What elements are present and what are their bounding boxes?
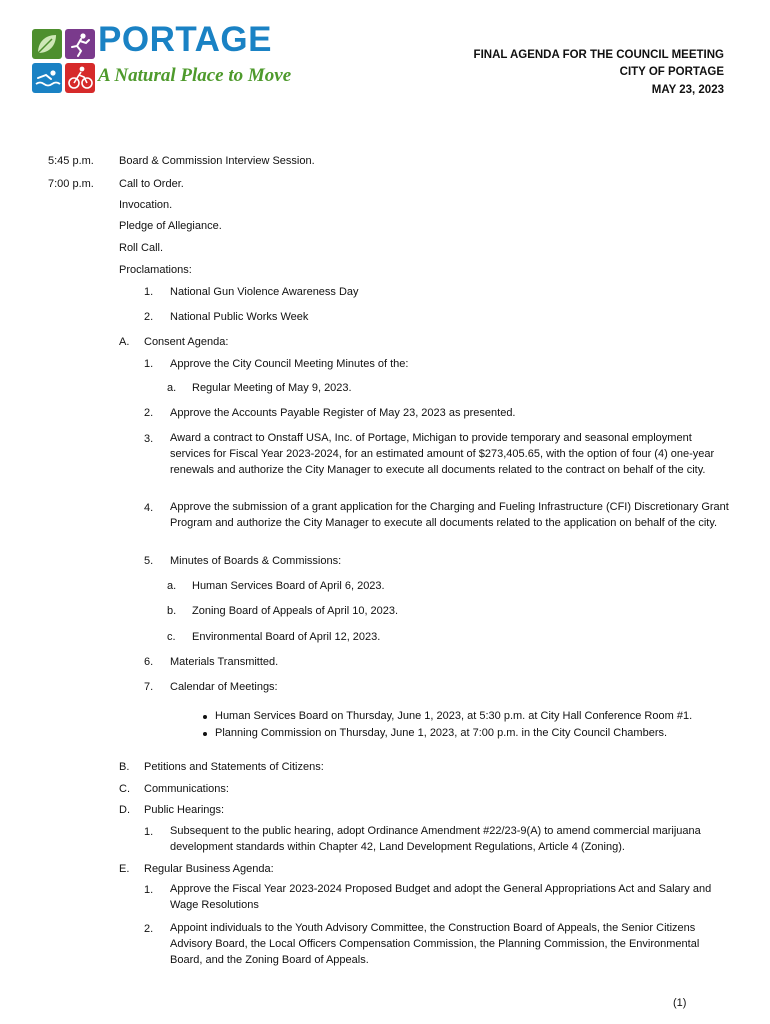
- list-number: 1.: [144, 884, 154, 896]
- section-title: Public Hearings:: [144, 804, 225, 816]
- section-letter: D.: [119, 804, 130, 816]
- list-item: Approve the submission of a grant application for the Charging and Fueling Infrastructure (CFI) Discretionary Grant Program and authorize the City Manager to execute all documents related to the application on behalf of the city.: [170, 501, 729, 529]
- list-number: 1.: [144, 826, 154, 838]
- list-number: 2.: [144, 407, 154, 419]
- list-item: Approve the Fiscal Year 2023-2024 Proposed Budget and adopt the General Appropriations Act and Salary and Wage Resolutions: [170, 883, 712, 911]
- invocation: Invocation.: [119, 199, 173, 211]
- logo-wordmark: PORTAGE: [98, 20, 272, 59]
- section-title: Regular Business Agenda:: [144, 863, 274, 875]
- section-letter: C.: [119, 783, 130, 795]
- agenda-date: MAY 23, 2023: [651, 84, 724, 96]
- roll-call: Roll Call.: [119, 242, 164, 254]
- list-item: Award a contract to Onstaff USA, Inc. of Portage, Michigan to provide temporary and seasonal employment services for Fiscal Year 2023-2024, for an estimated amount of $273,405.65, with the option of four (4) one-year renewals and authorize the City Manager to execute all documents related to the contract on behalf of the city.: [170, 432, 715, 476]
- proclamations-heading: Proclamations:: [119, 264, 192, 276]
- calendar-entry: Planning Commission on Thursday, June 1, 2023, at 7:00 p.m. in the City Council Chambers.: [215, 727, 668, 739]
- section-title: Petitions and Statements of Citizens:: [144, 761, 324, 773]
- agenda-title: FINAL AGENDA FOR THE COUNCIL MEETING: [473, 49, 724, 61]
- sub-item: Environmental Board of April 12, 2023.: [192, 631, 381, 643]
- schedule-item: Board & Commission Interview Session.: [119, 155, 315, 167]
- list-item: Materials Transmitted.: [170, 656, 279, 668]
- list-item: Approve the City Council Meeting Minutes of the:: [170, 358, 409, 370]
- runner-icon: [65, 29, 95, 59]
- section-letter: E.: [119, 863, 130, 875]
- list-item: Minutes of Boards & Commissions:: [170, 555, 342, 567]
- sub-letter: c.: [167, 631, 176, 643]
- sub-letter: a.: [167, 580, 177, 592]
- leaf-icon: [32, 29, 62, 59]
- pledge: Pledge of Allegiance.: [119, 220, 222, 232]
- list-number: 2.: [144, 923, 154, 935]
- list-item: Approve the Accounts Payable Register of May 23, 2023 as presented.: [170, 407, 516, 419]
- list-item: Appoint individuals to the Youth Advisory Committee, the Construction Board of Appeals, the Senior Citizens Advisory Board, the Local Officers Compensation Commission, the Planning Commission, the Environmental Board, and the Zoning Board of Appeals.: [170, 922, 700, 966]
- bullet-icon: [203, 732, 207, 736]
- sub-item: Human Services Board of April 6, 2023.: [192, 580, 385, 592]
- section-letter: B.: [119, 761, 130, 773]
- list-item: National Gun Violence Awareness Day: [170, 286, 359, 298]
- list-item: National Public Works Week: [170, 311, 309, 323]
- list-number: 1.: [144, 286, 154, 298]
- swimmer-icon: [32, 63, 62, 93]
- list-number: 2.: [144, 311, 154, 323]
- sub-item: Zoning Board of Appeals of April 10, 2023.: [192, 605, 399, 617]
- bullet-icon: [203, 715, 207, 719]
- list-number: 7.: [144, 681, 154, 693]
- list-number: 6.: [144, 656, 154, 668]
- sub-letter: b.: [167, 605, 177, 617]
- agenda-city: CITY OF PORTAGE: [619, 66, 724, 78]
- section-title: Consent Agenda:: [144, 336, 229, 348]
- calendar-entry: Human Services Board on Thursday, June 1, 2023, at 5:30 p.m. at City Hall Conference Room #1.: [215, 710, 693, 722]
- schedule-time: 7:00 p.m.: [48, 178, 94, 190]
- list-number: 5.: [144, 555, 154, 567]
- list-number: 3.: [144, 433, 154, 445]
- logo-tagline: A Natural Place to Move: [98, 65, 292, 86]
- schedule-item: Call to Order.: [119, 178, 184, 190]
- cyclist-icon: [65, 63, 95, 93]
- page-number: (1): [673, 997, 687, 1009]
- sub-item: Regular Meeting of May 9, 2023.: [192, 382, 352, 394]
- sub-letter: a.: [167, 382, 177, 394]
- list-item: Calendar of Meetings:: [170, 681, 278, 693]
- schedule-time: 5:45 p.m.: [48, 155, 94, 167]
- section-title: Communications:: [144, 783, 229, 795]
- list-number: 1.: [144, 358, 154, 370]
- section-letter: A.: [119, 336, 130, 348]
- list-item: Subsequent to the public hearing, adopt Ordinance Amendment #22/23-9(A) to amend commercial marijuana development standards within Chapter 42, Land Development Regulations, Article 4 (Zoning).: [170, 825, 701, 853]
- list-number: 4.: [144, 502, 154, 514]
